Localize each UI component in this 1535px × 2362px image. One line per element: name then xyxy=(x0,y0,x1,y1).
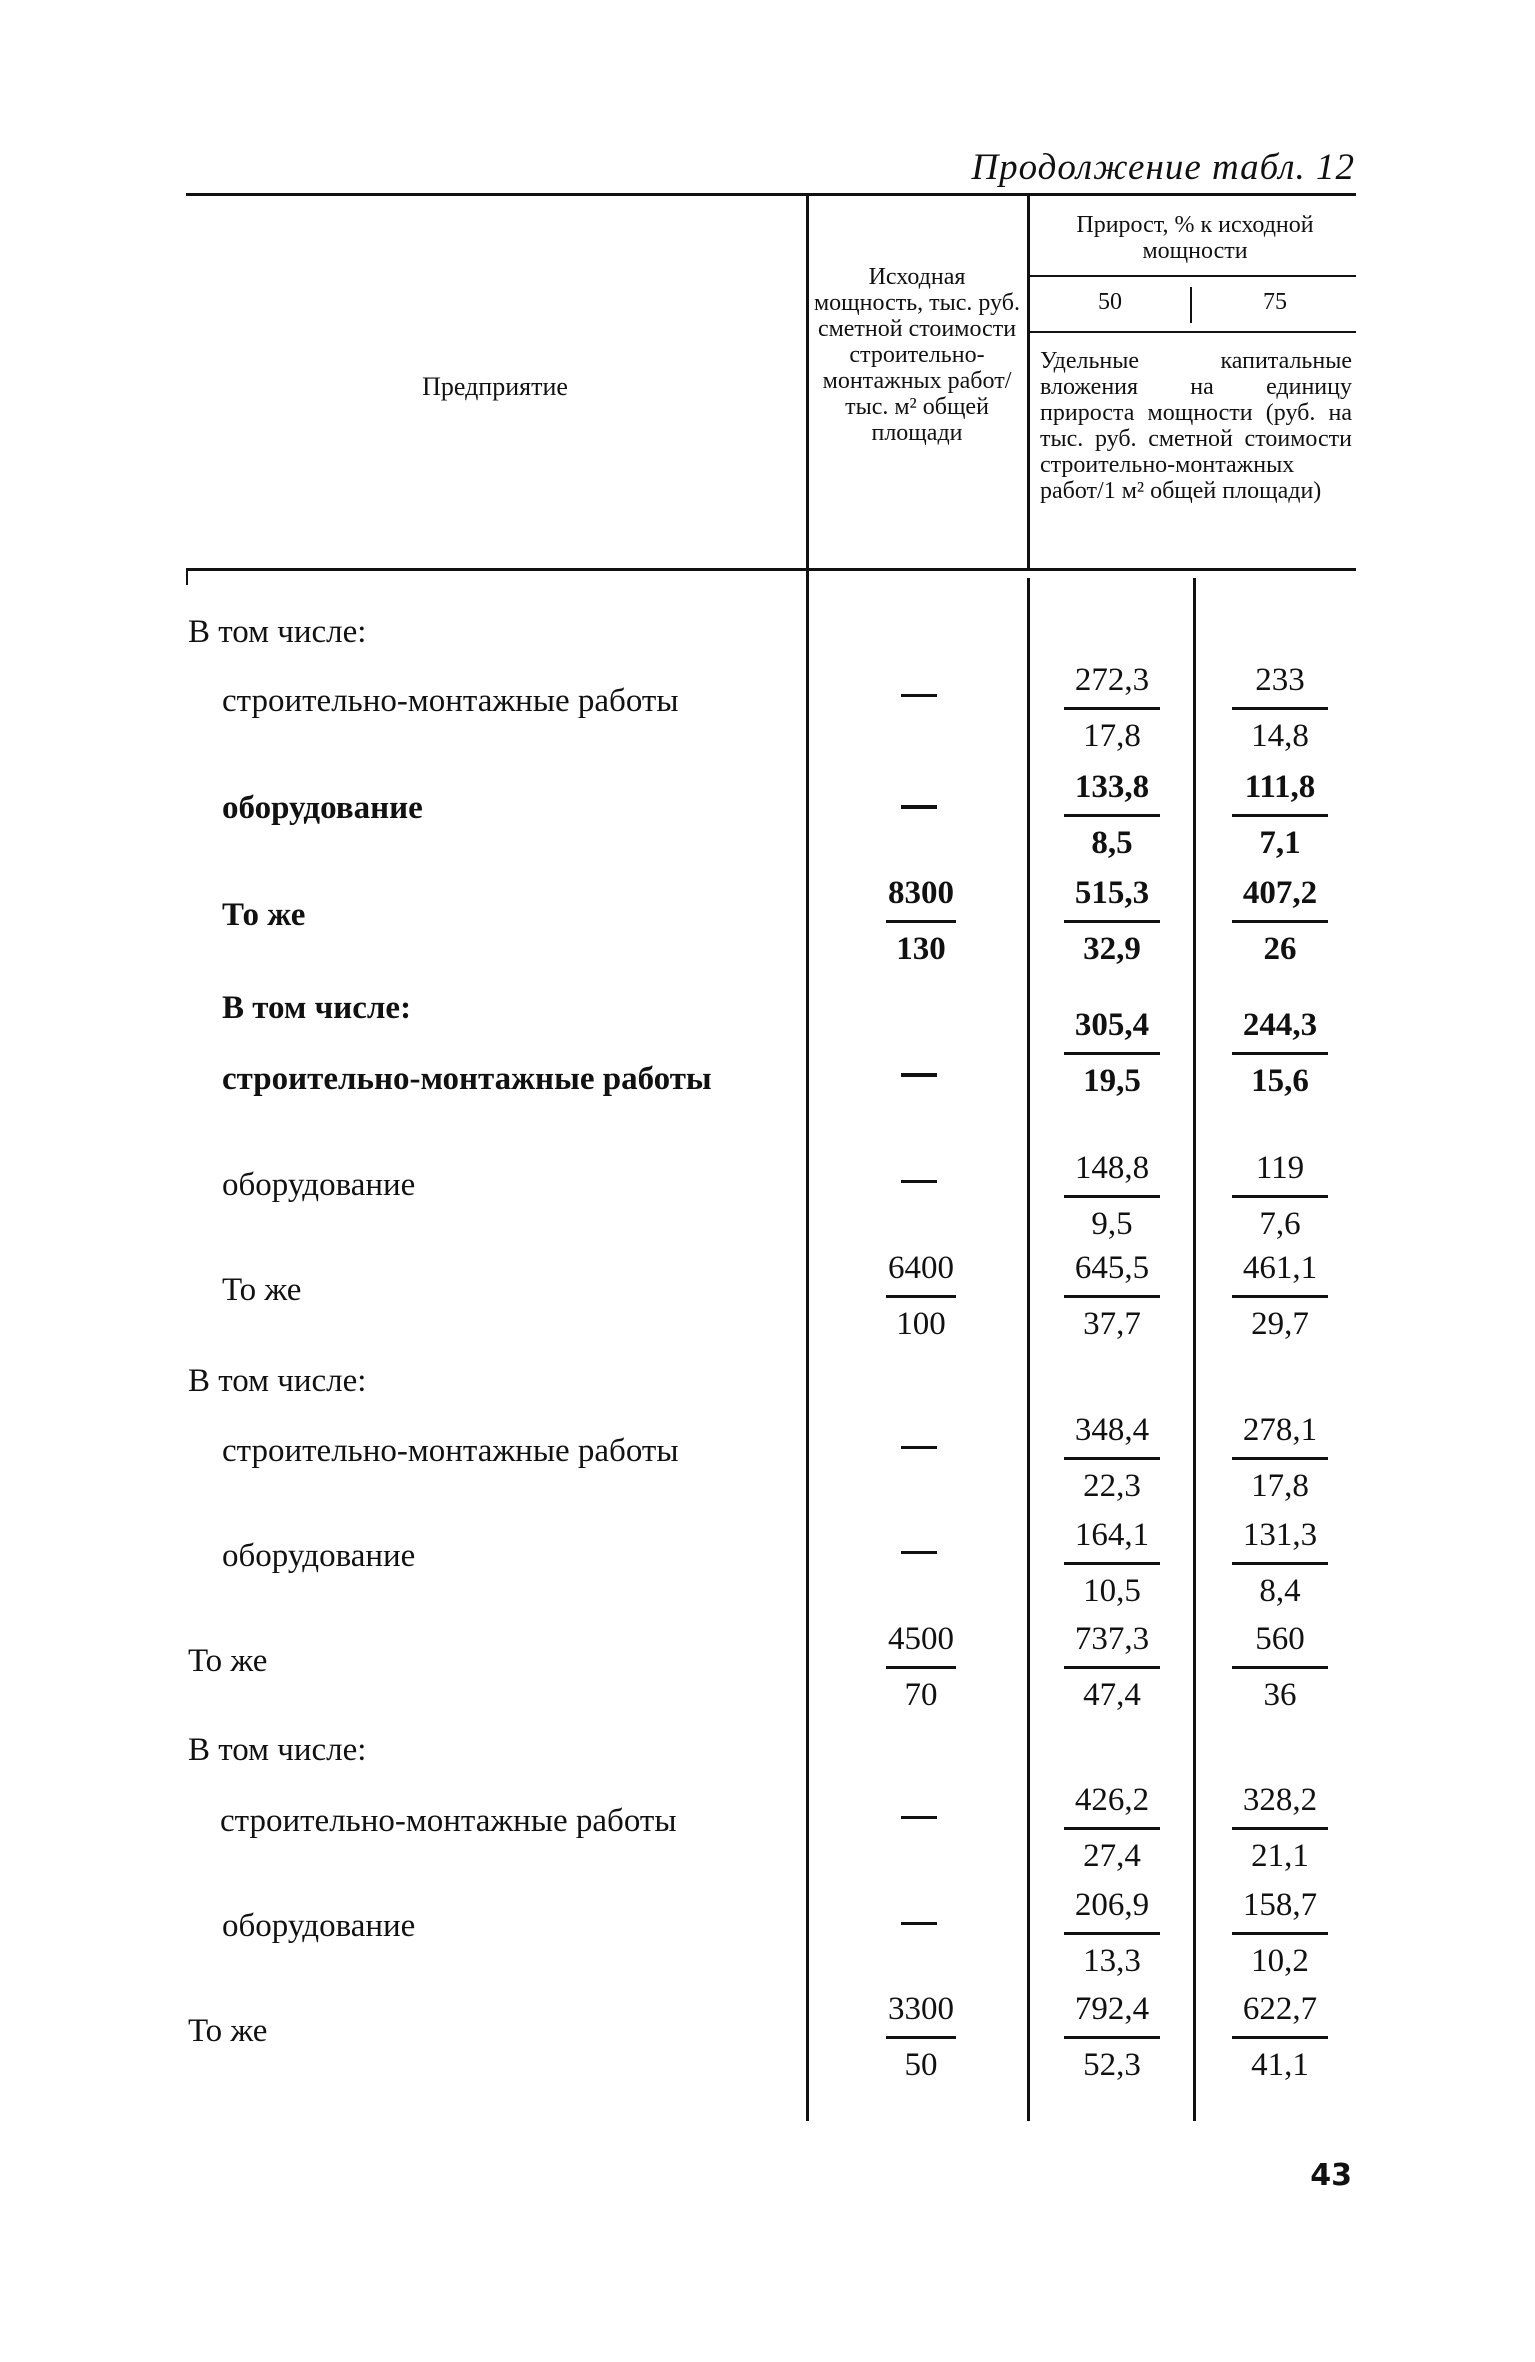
value-num: 792,4 xyxy=(1074,1991,1150,2027)
value-50 xyxy=(1057,1989,1167,2085)
row-label: оборудование xyxy=(222,1538,416,1574)
capacity-value xyxy=(866,1248,976,1344)
capacity-dash xyxy=(901,805,937,809)
header-bottom-rule xyxy=(186,568,1356,571)
row-label: строительно-монтажные работы xyxy=(222,1061,712,1097)
value-den: 70 xyxy=(904,1677,938,1713)
value-den: 10,2 xyxy=(1251,1943,1309,1979)
value-den: 22,3 xyxy=(1083,1468,1141,1504)
row-label: строительно-монтажные работы xyxy=(222,683,679,719)
value-75 xyxy=(1225,1410,1335,1506)
row-label: В том числе: xyxy=(188,1363,367,1399)
value-den: 130 xyxy=(896,931,946,967)
row-label: оборудование xyxy=(222,1167,416,1203)
value-num: 328,2 xyxy=(1242,1782,1318,1818)
value-50 xyxy=(1057,1619,1167,1715)
capacity-value xyxy=(866,873,976,969)
value-num: 158,7 xyxy=(1242,1887,1318,1923)
value-num: 6400 xyxy=(888,1250,954,1286)
value-50 xyxy=(1057,1410,1167,1506)
value-num: 461,1 xyxy=(1242,1250,1318,1286)
value-50 xyxy=(1057,1005,1167,1101)
capacity-value xyxy=(866,1989,976,2085)
value-den: 7,6 xyxy=(1259,1206,1301,1242)
capacity-dash xyxy=(901,1073,937,1077)
value-num: 426,2 xyxy=(1074,1782,1150,1818)
value-num: 133,8 xyxy=(1074,769,1150,805)
value-num: 111,8 xyxy=(1244,769,1316,805)
value-num: 233 xyxy=(1255,662,1305,698)
value-den: 17,8 xyxy=(1251,1468,1309,1504)
capacity-dash xyxy=(901,1922,937,1925)
value-den: 19,5 xyxy=(1083,1063,1141,1099)
header-sub-75: 75 xyxy=(1263,289,1287,315)
header-capacity: Исходная мощность, тыс. руб. сметной стоимости строительно-монтажных работ/тыс. м² общей площади xyxy=(813,264,1021,446)
page-number: 43 xyxy=(1310,2158,1352,2193)
value-num: 4500 xyxy=(888,1621,954,1657)
row-label: оборудование xyxy=(222,790,423,826)
value-den: 14,8 xyxy=(1251,718,1309,754)
value-den: 8,5 xyxy=(1091,825,1133,861)
value-num: 272,3 xyxy=(1074,662,1150,698)
value-den: 41,1 xyxy=(1251,2047,1309,2083)
value-num: 348,4 xyxy=(1074,1412,1150,1448)
table-caption: Продолжение табл. 12 xyxy=(971,147,1355,188)
value-den: 17,8 xyxy=(1083,718,1141,754)
row-label: То же xyxy=(188,1643,268,1679)
capacity-dash xyxy=(901,1446,937,1449)
value-50 xyxy=(1057,660,1167,756)
body-divider-1 xyxy=(806,571,809,2121)
value-num: 244,3 xyxy=(1242,1007,1318,1043)
value-num: 119 xyxy=(1255,1150,1305,1186)
value-75 xyxy=(1225,1005,1335,1101)
value-num: 164,1 xyxy=(1074,1517,1150,1553)
header-top-rule xyxy=(186,193,1356,196)
value-75 xyxy=(1225,1248,1335,1344)
value-num: 622,7 xyxy=(1242,1991,1318,2027)
row-label: оборудование xyxy=(222,1908,416,1944)
body-divider-2 xyxy=(1027,578,1030,2121)
row-label: То же xyxy=(188,2013,268,2049)
header-enterprise: Предприятие xyxy=(422,372,568,401)
value-den: 21,1 xyxy=(1251,1838,1309,1874)
capacity-dash xyxy=(901,1551,937,1554)
body-divider-3 xyxy=(1193,578,1196,2121)
value-num: 560 xyxy=(1255,1621,1305,1657)
row-label: То же xyxy=(222,1272,302,1308)
header-divider-1 xyxy=(806,196,809,568)
header-divider-2 xyxy=(1027,196,1030,568)
value-den: 32,9 xyxy=(1083,931,1141,967)
header-growth-rule xyxy=(1030,275,1356,277)
capacity-dash xyxy=(901,1816,937,1819)
value-75 xyxy=(1225,1148,1335,1244)
value-den: 10,5 xyxy=(1083,1573,1141,1609)
value-num: 3300 xyxy=(888,1991,954,2027)
header-specific: Удельные капитальные вложения на единицу прироста мощности (руб. на тыс. руб. сметной стоимости строительно-монтажных работ/1 м² общей площади) xyxy=(1040,348,1352,504)
value-den: 36 xyxy=(1263,1677,1297,1713)
capacity-value xyxy=(866,1619,976,1715)
row-label: строительно-монтажные работы xyxy=(222,1433,679,1469)
value-num: 515,3 xyxy=(1074,875,1150,911)
body-left-tick xyxy=(186,571,188,585)
value-50 xyxy=(1057,1248,1167,1344)
value-den: 13,3 xyxy=(1083,1943,1141,1979)
value-50 xyxy=(1057,767,1167,863)
value-den: 27,4 xyxy=(1083,1838,1141,1874)
value-den: 8,4 xyxy=(1259,1573,1301,1609)
header-sub-divider xyxy=(1190,287,1192,323)
value-75 xyxy=(1225,873,1335,969)
capacity-dash xyxy=(901,1180,937,1183)
value-num: 278,1 xyxy=(1242,1412,1318,1448)
value-num: 737,3 xyxy=(1074,1621,1150,1657)
value-num: 131,3 xyxy=(1242,1517,1318,1553)
value-den: 52,3 xyxy=(1083,2047,1141,2083)
value-75 xyxy=(1225,1885,1335,1981)
row-label: В том числе: xyxy=(188,614,367,650)
header-growth: Прирост, % к исходной мощности xyxy=(1076,212,1314,264)
value-50 xyxy=(1057,1148,1167,1244)
value-50 xyxy=(1057,1780,1167,1876)
row-label: В том числе: xyxy=(188,1732,367,1768)
value-den: 47,4 xyxy=(1083,1677,1141,1713)
value-75 xyxy=(1225,767,1335,863)
value-num: 305,4 xyxy=(1074,1007,1150,1043)
value-den: 100 xyxy=(896,1306,946,1342)
value-num: 8300 xyxy=(888,875,954,911)
value-75 xyxy=(1225,1515,1335,1611)
value-den: 26 xyxy=(1263,931,1297,967)
value-50 xyxy=(1057,873,1167,969)
capacity-dash xyxy=(901,694,937,697)
value-den: 29,7 xyxy=(1251,1306,1309,1342)
value-num: 407,2 xyxy=(1242,875,1318,911)
header-sub-rule xyxy=(1030,331,1356,333)
row-label: То же xyxy=(222,897,306,933)
value-75 xyxy=(1225,1780,1335,1876)
value-75 xyxy=(1225,1619,1335,1715)
row-label: В том числе: xyxy=(222,990,412,1026)
value-75 xyxy=(1225,660,1335,756)
value-75 xyxy=(1225,1989,1335,2085)
value-den: 37,7 xyxy=(1083,1306,1141,1342)
value-num: 645,5 xyxy=(1074,1250,1150,1286)
value-50 xyxy=(1057,1515,1167,1611)
value-50 xyxy=(1057,1885,1167,1981)
value-num: 206,9 xyxy=(1074,1887,1150,1923)
value-num: 148,8 xyxy=(1074,1150,1150,1186)
value-den: 9,5 xyxy=(1091,1206,1133,1242)
value-den: 7,1 xyxy=(1259,825,1301,861)
row-label: строительно-монтажные работы xyxy=(220,1803,677,1839)
value-den: 15,6 xyxy=(1251,1063,1309,1099)
value-den: 50 xyxy=(904,2047,938,2083)
header-sub-50: 50 xyxy=(1098,289,1122,315)
